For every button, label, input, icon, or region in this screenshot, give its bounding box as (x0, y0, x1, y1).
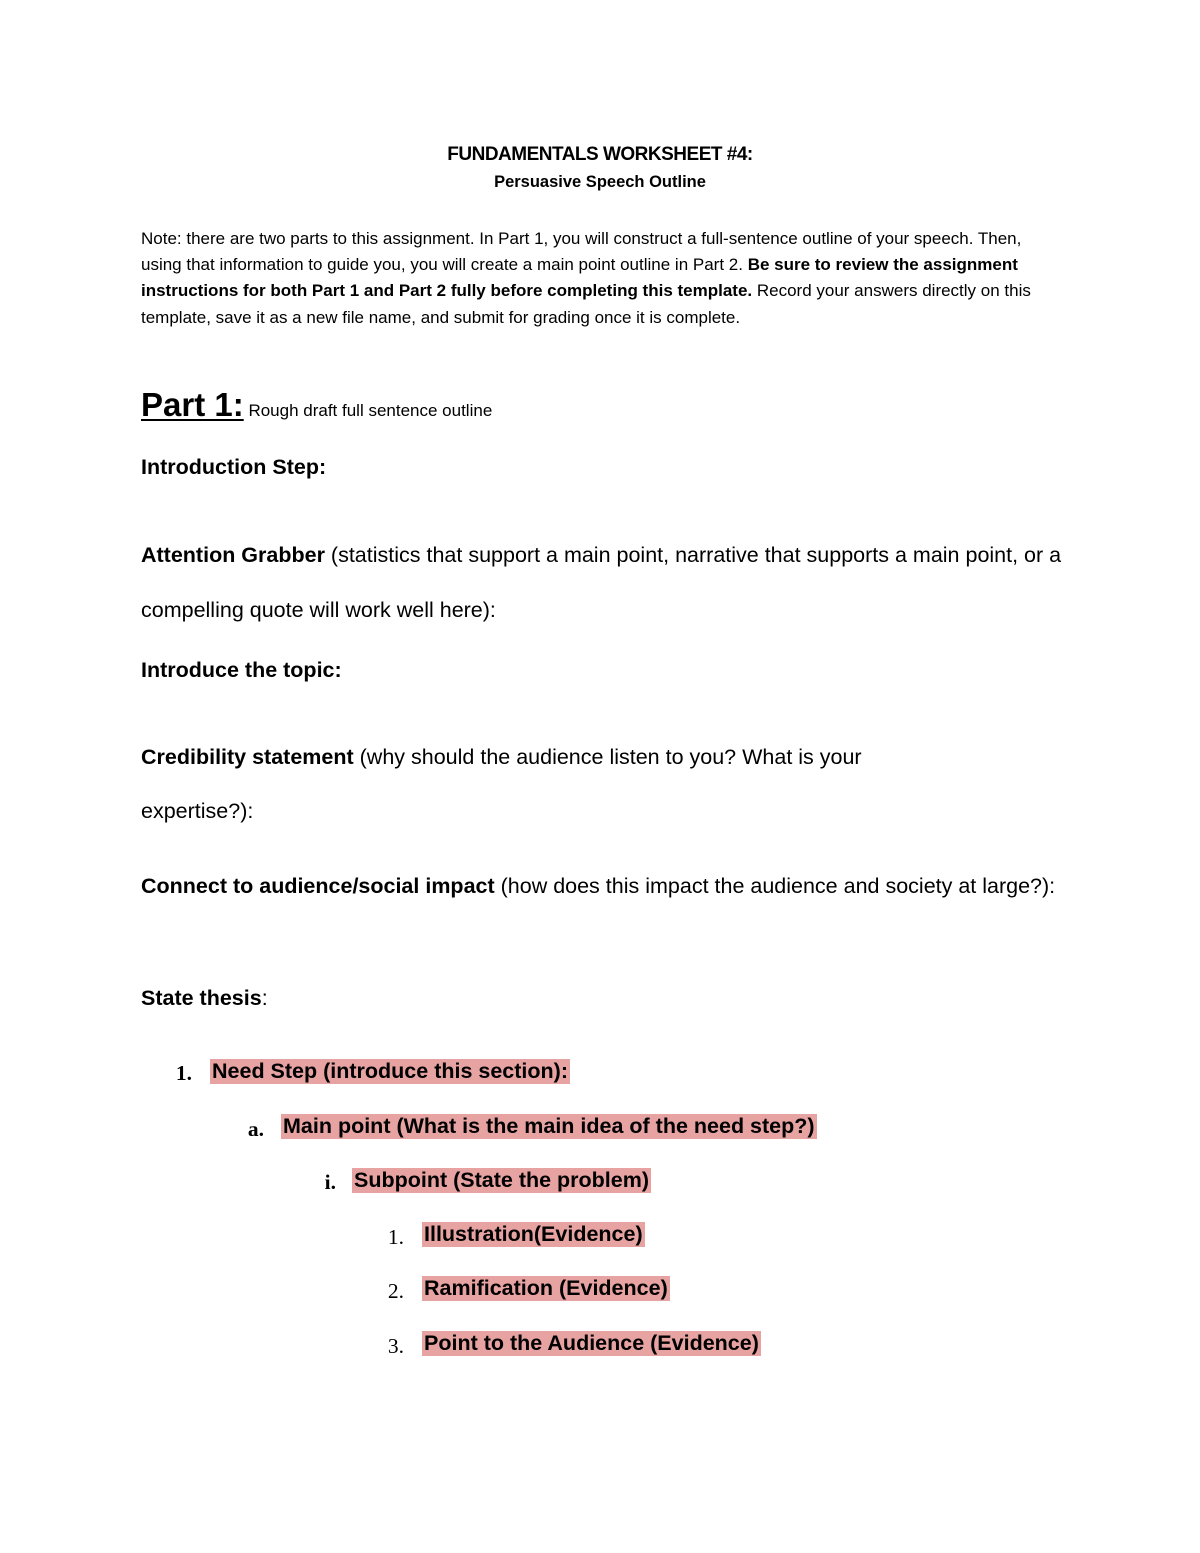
credibility-statement-label: Credibility statement (141, 745, 354, 769)
part-1-description: Rough draft full sentence outline (243, 401, 493, 420)
introduce-topic-label: Introduce the topic: (141, 658, 342, 682)
connect-audience-prompt (141, 859, 1071, 913)
state-thesis-label: State thesis (141, 986, 262, 1010)
need-step-marker: 1. (175, 1061, 192, 1085)
note-text-bold: Be sure to review the assignment instructions for both Part 1 and Part 2 fully before completing this template. (141, 255, 1018, 301)
subpoint-text: Subpoint (State the problem) (354, 1168, 650, 1192)
need-step-item (210, 1059, 570, 1084)
evidence-text-3: Point to the Audience (Evidence) (424, 1331, 759, 1355)
worksheet-title: FUNDAMENTALS WORKSHEET #4: (447, 144, 753, 165)
evidence-marker-3: 3. (387, 1334, 404, 1358)
note-text-record: Record your answers directly on this template, save it as a new file name, and submit for grading once it is complete. (141, 281, 1031, 327)
credibility-statement-prompt (141, 730, 961, 838)
subpoint-marker: i. (324, 1170, 336, 1194)
introduction-step-heading: Introduction Step: (141, 455, 327, 479)
main-point-text: Main point (What is the main idea of the need step?) (283, 1114, 815, 1138)
evidence-marker-2: 2. (387, 1279, 404, 1303)
evidence-text-1: Illustration(Evidence) (424, 1222, 643, 1246)
need-step-text: Need Step (introduce this section): (212, 1059, 568, 1083)
main-point-marker: a. (247, 1117, 264, 1141)
connect-audience-label: Connect to audience/social impact (141, 874, 495, 898)
state-thesis-prompt (141, 986, 1071, 1011)
subpoint-item (352, 1168, 651, 1193)
assignment-note (141, 226, 1056, 331)
evidence-text-2: Ramification (Evidence) (424, 1276, 668, 1300)
evidence-item-1 (422, 1222, 645, 1247)
worksheet-subtitle: Persuasive Speech Outline (494, 173, 706, 191)
part-1-heading-line (141, 386, 492, 424)
credibility-statement-text: (why should the audience listen to you? What is your expertise?): (141, 745, 862, 823)
connect-audience-text: (how does this impact the audience and society at large?): (494, 874, 1056, 898)
evidence-item-2 (422, 1276, 670, 1301)
main-point-item (281, 1114, 817, 1139)
attention-grabber-prompt (141, 528, 1071, 638)
evidence-item-3 (422, 1331, 761, 1356)
attention-grabber-label: Attention Grabber (141, 543, 325, 567)
evidence-marker-1: 1. (387, 1225, 404, 1249)
attention-grabber-text: (statistics that support a main point, narrative that supports a main point, or a compelling quote will work well here): (141, 543, 1062, 622)
note-text-intro: Note: there are two parts to this assignment. In Part 1, you will construct a full-sentence outline of your speech. Then, using that information to guide you, you will create a main point outline in Part 2. (141, 229, 1022, 275)
part-1-heading: Part 1: (141, 386, 244, 423)
state-thesis-colon: : (261, 986, 268, 1010)
